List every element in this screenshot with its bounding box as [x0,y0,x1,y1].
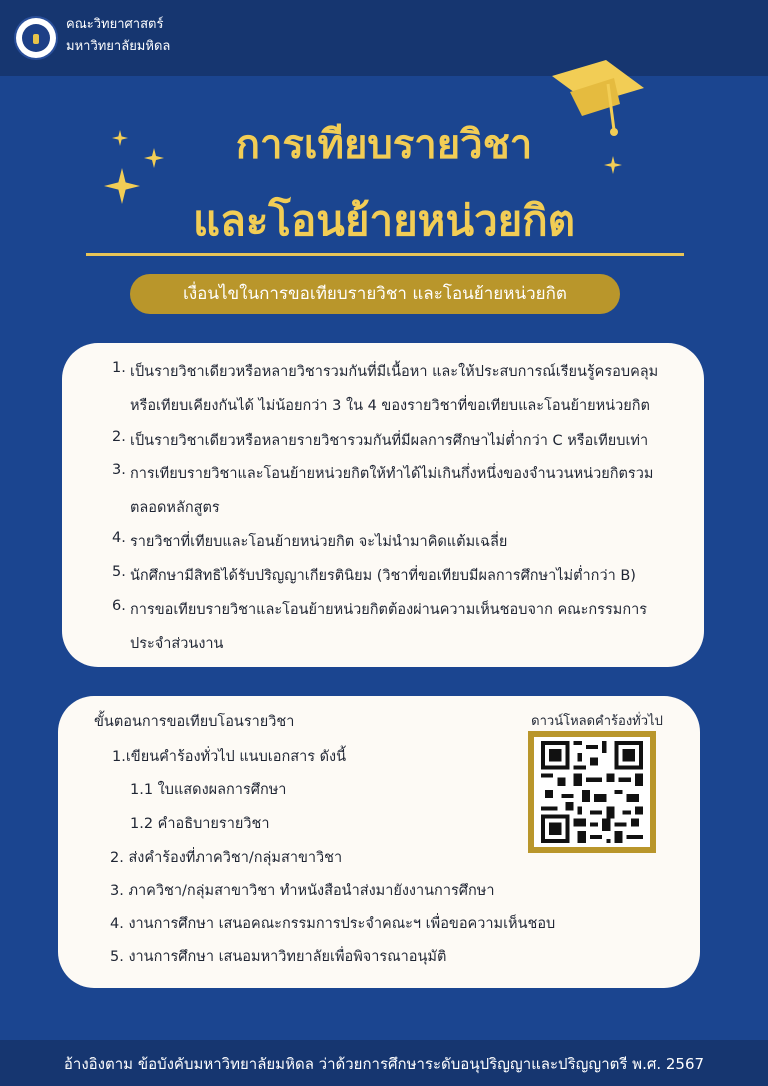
org-name [66,14,170,58]
condition-number: 1. [112,360,126,376]
qr-code-icon[interactable] [540,741,644,843]
header-bar [0,0,768,76]
download-label: ดาวน์โหลดคำร้องทั่วไป [531,714,663,729]
title-divider [86,253,684,256]
condition-text-cont: ประจำส่วนงาน [130,636,224,652]
step-subitem: 1.2 คำอธิบายรายวิชา [130,816,270,832]
subtitle-pill: เงื่อนไขในการขอเทียบรายวิชา และโอนย้ายหน่วยกิต [130,274,620,314]
step-item: 4. งานการศึกษา เสนอคณะกรรมการประจำคณะฯ เพื่อขอความเห็นชอบ [110,916,556,932]
condition-text: รายวิชาที่เทียบและโอนย้ายหน่วยกิต จะไม่นำมาคิดแต้มเฉลี่ย [130,534,508,550]
org-line2: มหาวิทยาลัยมหิดล [66,39,171,54]
steps-heading: ขั้นตอนการขอเทียบโอนรายวิชา [94,714,295,730]
condition-text-cont: ตลอดหลักสูตร [130,500,220,516]
condition-text: เป็นรายวิชาเดียวหรือหลายรายวิชารวมกันที่มีผลการศึกษาไม่ต่ำกว่า C หรือเทียบเท่า [130,433,649,449]
condition-text: การเทียบรายวิชาและโอนย้ายหน่วยกิตให้ทำได้ไม่เกินกึ่งหนึ่งของจำนวนหน่วยกิตรวม [130,466,654,482]
step-item: 2. ส่งคำร้องที่ภาควิชา/กลุ่มสาขาวิชา [110,850,343,866]
condition-number: 4. [112,530,126,546]
org-line1: คณะวิทยาศาสตร์ [66,17,164,32]
footer-reference: อ้างอิงตาม ข้อบังคับมหาวิทยาลัยมหิดล ว่าด้วยการศึกษาระดับอนุปริญญาและปริญญาตรี พ.ศ. 2567 [63,1055,705,1073]
condition-text-cont: หรือเทียบเคียงกันได้ ไม่น้อยกว่า 3 ใน 4 ของรายวิชาที่ขอเทียบและโอนย้ายหน่วยกิต [130,398,650,414]
condition-number: 3. [112,462,126,478]
condition-number: 5. [112,564,126,580]
step-item: 5. งานการศึกษา เสนอมหาวิทยาลัยเพื่อพิจารณาอนุมัติ [110,949,447,965]
condition-text: เป็นรายวิชาเดียวหรือหลายวิชารวมกันที่มีเนื้อหา และให้ประสบการณ์เรียนรู้ครอบคลุม [130,364,659,380]
condition-text: การขอเทียบรายวิชาและโอนย้ายหน่วยกิตต้องผ่านความเห็นชอบจาก คณะกรรมการ [130,602,648,618]
step-item: 1.เขียนคำร้องทั่วไป แนบเอกสาร ดังนี้ [112,749,347,765]
condition-number: 6. [112,598,126,614]
page-title-line2: และโอนย้ายหน่วยกิต [193,196,575,245]
mahidol-seal-icon [16,18,56,58]
page-title-line1: การเทียบรายวิชา [235,122,533,168]
condition-text: นักศึกษามีสิทธิได้รับปริญญาเกียรตินิยม (วิชาที่ขอเทียบมีผลการศึกษาไม่ต่ำกว่า B) [130,568,636,584]
condition-number: 2. [112,429,126,445]
step-subitem: 1.1 ใบแสดงผลการศึกษา [130,782,287,798]
step-item: 3. ภาควิชา/กลุ่มสาขาวิชา ทำหนังสือนำส่งมายังงานการศึกษา [110,883,495,899]
